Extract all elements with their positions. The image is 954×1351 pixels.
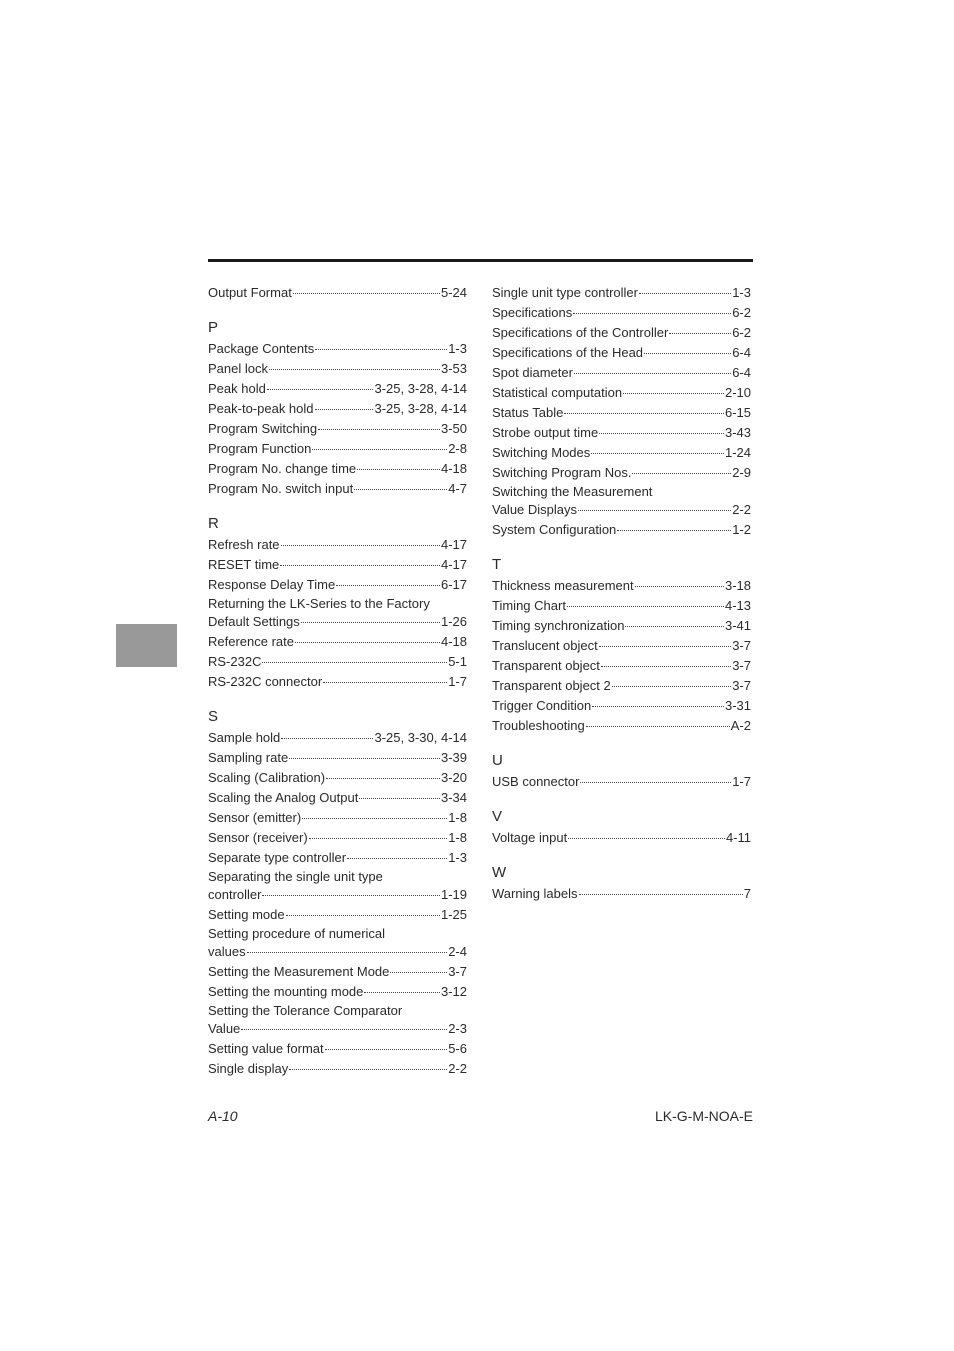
index-term: Value <box>208 1021 241 1036</box>
index-page-ref: 3-7 <box>732 638 751 653</box>
index-entry-multiline <box>208 595 467 632</box>
dot-leader <box>286 915 440 916</box>
index-entry <box>492 696 751 716</box>
index-entry <box>208 283 467 303</box>
index-term: RESET time <box>208 557 280 572</box>
index-entry <box>492 423 751 443</box>
chapter-tab <box>116 624 177 667</box>
dot-leader <box>635 586 724 587</box>
index-entry <box>208 1059 467 1079</box>
index-page-ref: 3-20 <box>440 770 467 785</box>
index-entry <box>208 808 467 828</box>
index-term: Status Table <box>492 405 564 420</box>
index-entry <box>492 283 751 303</box>
index-page-ref: 1-3 <box>448 341 467 356</box>
index-page-ref: 6-15 <box>724 405 751 420</box>
index-term: Specifications <box>492 305 573 320</box>
index-term: Panel lock <box>208 361 268 376</box>
index-entry <box>492 383 751 403</box>
index-entry-multiline <box>208 1002 467 1039</box>
index-entry <box>492 520 751 540</box>
index-entry <box>208 905 467 925</box>
index-term: Warning labels <box>492 886 578 901</box>
index-term: values <box>208 944 246 959</box>
index-term: Refresh rate <box>208 537 280 552</box>
dot-leader <box>578 510 731 511</box>
dot-leader <box>592 706 724 707</box>
index-entry <box>208 632 467 652</box>
header-rule <box>208 259 753 262</box>
index-entry <box>208 1019 467 1039</box>
index-page-ref: 3-53 <box>440 361 467 376</box>
dot-leader <box>573 313 731 314</box>
dot-leader <box>632 473 731 474</box>
index-entry <box>492 500 751 520</box>
index-page-ref: 6-2 <box>732 325 751 340</box>
dot-leader <box>315 409 374 410</box>
index-column-left <box>208 283 467 1079</box>
index-page-ref: 5-24 <box>440 285 467 300</box>
index-page-ref: 1-3 <box>448 850 467 865</box>
section-letter: R <box>208 515 219 532</box>
index-entry <box>208 748 467 768</box>
dot-leader <box>293 293 440 294</box>
dot-leader <box>289 758 440 759</box>
index-page-ref: 2-9 <box>732 465 751 480</box>
dot-leader <box>354 489 447 490</box>
index-page-ref: 2-10 <box>724 385 751 400</box>
footer-doc-code: LK-G-M-NOA-E <box>655 1108 753 1124</box>
index-term: Single display <box>208 1061 289 1076</box>
index-page-ref: 3-7 <box>448 964 467 979</box>
index-page-ref: 1-26 <box>440 614 467 629</box>
index-page-ref: 3-34 <box>440 790 467 805</box>
index-entry <box>208 652 467 672</box>
index-page-ref: 1-2 <box>732 522 751 537</box>
index-page-ref: 3-7 <box>732 658 751 673</box>
index-term: Separate type controller <box>208 850 347 865</box>
index-page-ref: 1-3 <box>732 285 751 300</box>
dot-leader <box>241 1029 447 1030</box>
index-term: Transparent object <box>492 658 600 673</box>
index-page-ref: 4-17 <box>440 557 467 572</box>
index-term: Switching Modes <box>492 445 591 460</box>
index-term: Single unit type controller <box>492 285 638 300</box>
index-entry <box>208 728 467 748</box>
index-entry <box>492 884 751 904</box>
index-page-ref: 2-2 <box>732 502 751 517</box>
index-entry <box>208 535 467 555</box>
dot-leader <box>599 646 731 647</box>
dot-leader <box>390 972 447 973</box>
index-entry <box>208 848 467 868</box>
index-page-ref: 3-43 <box>724 425 751 440</box>
dot-leader <box>567 606 724 607</box>
index-term: Response Delay Time <box>208 577 336 592</box>
dot-leader <box>623 393 724 394</box>
section-letter: U <box>492 752 503 769</box>
dot-leader <box>295 642 440 643</box>
index-entry <box>208 612 467 632</box>
index-term: Voltage input <box>492 830 568 845</box>
index-page-ref: A-2 <box>730 718 751 733</box>
index-entry <box>208 885 467 905</box>
index-term-line1: Returning the LK-Series to the Factory <box>208 596 430 611</box>
index-term: Troubleshooting <box>492 718 585 733</box>
index-entry <box>492 323 751 343</box>
index-page-ref: 6-2 <box>732 305 751 320</box>
index-term: Output Format <box>208 285 292 300</box>
index-entry <box>208 828 467 848</box>
index-entry <box>492 772 751 792</box>
index-page-ref: 1-7 <box>732 774 751 789</box>
dot-leader <box>262 895 440 896</box>
index-page-ref: 5-1 <box>448 654 467 669</box>
index-entry-multiline <box>208 868 467 905</box>
index-term: Peak hold <box>208 381 266 396</box>
index-entry <box>208 555 467 575</box>
dot-leader <box>591 453 724 454</box>
dot-leader <box>601 666 731 667</box>
dot-leader <box>586 726 730 727</box>
dot-leader <box>326 778 440 779</box>
index-term: Program No. change time <box>208 461 357 476</box>
dot-leader <box>267 389 374 390</box>
index-term-line1: Separating the single unit type <box>208 869 383 884</box>
section-letter: T <box>492 556 502 573</box>
index-term: controller <box>208 887 262 902</box>
index-page-ref: 3-39 <box>440 750 467 765</box>
index-entry <box>492 443 751 463</box>
index-entry <box>208 439 467 459</box>
index-term: Peak-to-peak hold <box>208 401 314 416</box>
index-term: Setting the Measurement Mode <box>208 964 390 979</box>
section-letter: W <box>492 864 507 881</box>
dot-leader <box>301 622 440 623</box>
dot-leader <box>269 369 440 370</box>
dot-leader <box>625 626 724 627</box>
footer-page-number: A-10 <box>208 1108 238 1124</box>
index-page-ref: 4-13 <box>724 598 751 613</box>
dot-leader <box>644 353 731 354</box>
dot-leader <box>639 293 731 294</box>
dot-leader <box>336 585 440 586</box>
index-page-ref: 3-12 <box>440 984 467 999</box>
index-entry <box>492 343 751 363</box>
index-entry <box>208 399 467 419</box>
index-entry <box>208 788 467 808</box>
index-term: Reference rate <box>208 634 294 649</box>
index-page-ref: 7 <box>743 886 751 901</box>
index-term: Translucent object <box>492 638 598 653</box>
dot-leader <box>574 373 731 374</box>
index-term: System Configuration <box>492 522 617 537</box>
index-entry <box>492 656 751 676</box>
index-term: Default Settings <box>208 614 300 629</box>
index-term: Specifications of the Head <box>492 345 644 360</box>
index-term: Program Switching <box>208 421 318 436</box>
dot-leader <box>612 686 731 687</box>
index-page-ref: 3-50 <box>440 421 467 436</box>
dot-leader <box>357 469 440 470</box>
dot-leader <box>599 433 724 434</box>
index-page-ref: 4-18 <box>440 634 467 649</box>
section-letter: S <box>208 708 219 725</box>
dot-leader <box>579 894 743 895</box>
index-entry <box>208 672 467 692</box>
dot-leader <box>580 782 731 783</box>
index-term: Scaling the Analog Output <box>208 790 359 805</box>
index-entry <box>208 962 467 982</box>
index-page-ref: 6-17 <box>440 577 467 592</box>
index-page-ref: 3-25, 3-28, 4-14 <box>374 381 467 396</box>
index-term: Program No. switch input <box>208 481 354 496</box>
index-entry <box>492 596 751 616</box>
index-term: Sampling rate <box>208 750 289 765</box>
dot-leader <box>281 738 373 739</box>
index-page-ref: 2-8 <box>448 441 467 456</box>
index-page-ref: 1-24 <box>724 445 751 460</box>
index-entry <box>492 303 751 323</box>
index-entry <box>208 379 467 399</box>
index-term-line1: Setting the Tolerance Comparator <box>208 1003 403 1018</box>
dot-leader <box>312 449 447 450</box>
index-term: USB connector <box>492 774 580 789</box>
index-entry <box>492 403 751 423</box>
index-term: Trigger Condition <box>492 698 592 713</box>
index-page-ref: 6-4 <box>732 345 751 360</box>
index-entry-multiline <box>492 483 751 520</box>
index-entry <box>208 419 467 439</box>
index-term: Statistical computation <box>492 385 623 400</box>
dot-leader <box>262 662 447 663</box>
index-term: Strobe output time <box>492 425 599 440</box>
index-entry <box>492 716 751 736</box>
index-term: Program Function <box>208 441 312 456</box>
index-page-ref: 3-18 <box>724 578 751 593</box>
dot-leader <box>315 349 447 350</box>
index-page-ref: 4-11 <box>725 830 751 845</box>
index-term: RS-232C connector <box>208 674 323 689</box>
index-page-ref: 6-4 <box>732 365 751 380</box>
dot-leader <box>359 798 440 799</box>
index-page-ref: 3-31 <box>724 698 751 713</box>
index-page-ref: 1-8 <box>448 830 467 845</box>
index-page-ref: 3-25, 3-30, 4-14 <box>374 730 467 745</box>
index-term: Value Displays <box>492 502 578 517</box>
index-entry <box>492 676 751 696</box>
dot-leader <box>564 413 724 414</box>
index-page-ref: 1-19 <box>440 887 467 902</box>
index-entry <box>208 982 467 1002</box>
index-page-ref: 1-8 <box>448 810 467 825</box>
dot-leader <box>247 952 448 953</box>
index-page-ref: 2-4 <box>448 944 467 959</box>
index-page-ref: 2-3 <box>448 1021 467 1036</box>
index-entry-multiline <box>208 925 467 962</box>
index-term: Spot diameter <box>492 365 573 380</box>
dot-leader <box>281 545 440 546</box>
index-term: Switching Program Nos. <box>492 465 632 480</box>
index-term: Transparent object 2 <box>492 678 611 693</box>
index-page-ref: 5-6 <box>448 1041 467 1056</box>
dot-leader <box>568 838 725 839</box>
dot-leader <box>280 565 440 566</box>
dot-leader <box>364 992 440 993</box>
index-term: Setting value format <box>208 1041 324 1056</box>
index-entry <box>492 636 751 656</box>
index-entry <box>208 459 467 479</box>
index-entry <box>492 363 751 383</box>
index-page-ref: 4-7 <box>448 481 467 496</box>
index-term: Setting the mounting mode <box>208 984 364 999</box>
index-page-ref: 3-41 <box>724 618 751 633</box>
index-entry <box>492 616 751 636</box>
dot-leader <box>302 818 447 819</box>
index-entry <box>208 942 467 962</box>
index-entry <box>208 479 467 499</box>
index-term: RS-232C <box>208 654 262 669</box>
dot-leader <box>617 530 731 531</box>
index-entry <box>208 1039 467 1059</box>
index-term: Package Contents <box>208 341 315 356</box>
index-entry <box>208 339 467 359</box>
index-page-ref: 4-17 <box>440 537 467 552</box>
dot-leader <box>289 1069 447 1070</box>
index-page-ref: 3-25, 3-28, 4-14 <box>374 401 467 416</box>
index-term: Thickness measurement <box>492 578 634 593</box>
index-page-ref: 2-2 <box>448 1061 467 1076</box>
dot-leader <box>318 429 440 430</box>
index-term-line1: Setting procedure of numerical <box>208 926 386 941</box>
dot-leader <box>309 838 448 839</box>
index-page-ref: 1-7 <box>448 674 467 689</box>
index-term: Sample hold <box>208 730 281 745</box>
index-term: Scaling (Calibration) <box>208 770 326 785</box>
index-entry <box>492 828 751 848</box>
section-letter: P <box>208 319 219 336</box>
index-entry <box>492 463 751 483</box>
section-letter: V <box>492 808 503 825</box>
index-term: Setting mode <box>208 907 285 922</box>
dot-leader <box>325 1049 448 1050</box>
index-term: Specifications of the Controller <box>492 325 669 340</box>
index-page-ref: 1-25 <box>440 907 467 922</box>
index-term: Timing Chart <box>492 598 566 613</box>
index-term: Sensor (emitter) <box>208 810 302 825</box>
index-term: Sensor (receiver) <box>208 830 308 845</box>
index-column-right <box>492 283 751 904</box>
index-page-ref: 3-7 <box>732 678 751 693</box>
index-term: Timing synchronization <box>492 618 625 633</box>
dot-leader <box>669 333 731 334</box>
index-page-ref: 4-18 <box>440 461 467 476</box>
index-entry <box>208 359 467 379</box>
index-entry <box>492 576 751 596</box>
index-entry <box>208 768 467 788</box>
index-entry <box>208 575 467 595</box>
dot-leader <box>323 682 447 683</box>
dot-leader <box>347 858 447 859</box>
index-term-line1: Switching the Measurement <box>492 484 653 499</box>
